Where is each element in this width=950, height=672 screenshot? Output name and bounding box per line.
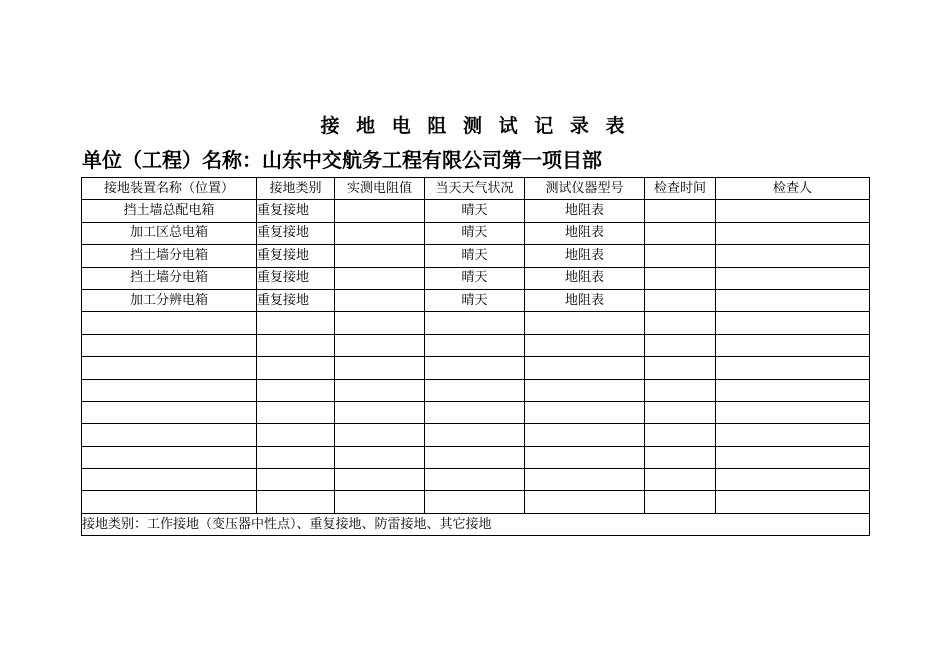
header-measured-resistance: 实测电阻值 (335, 178, 425, 200)
cell-measured-resistance (335, 312, 425, 334)
table-row (82, 200, 870, 222)
table-header-row (82, 178, 870, 200)
header-instrument: 测试仪器型号 (525, 178, 645, 200)
table-row (82, 446, 870, 468)
cell-measured-resistance (335, 245, 425, 267)
document-title: 接 地 电 阻 测 试 记 录 表 (320, 115, 630, 137)
cell-ground-type (257, 357, 335, 379)
cell-location (82, 334, 257, 356)
table-row (82, 401, 870, 423)
cell-check-time (645, 245, 716, 267)
cell-location (82, 491, 257, 513)
cell-check-time (645, 200, 716, 222)
table-body (82, 200, 870, 513)
cell-ground-type (257, 446, 335, 468)
cell-instrument: 地阻表 (525, 267, 645, 289)
cell-instrument: 地阻表 (525, 200, 645, 222)
cell-instrument (525, 424, 645, 446)
cell-measured-resistance (335, 200, 425, 222)
header-location: 接地装置名称（位置） (82, 178, 257, 200)
cell-instrument (525, 446, 645, 468)
cell-instrument (525, 401, 645, 423)
cell-weather (425, 379, 525, 401)
cell-check-time (645, 357, 716, 379)
cell-measured-resistance (335, 357, 425, 379)
unit-name-line: 单位（工程）名称：山东中交航务工程有限公司第一项目部 (82, 148, 602, 172)
cell-measured-resistance (335, 491, 425, 513)
cell-location: 加工区总电箱 (82, 222, 257, 244)
cell-instrument (525, 357, 645, 379)
cell-check-time (645, 379, 716, 401)
cell-check-time (645, 424, 716, 446)
cell-measured-resistance (335, 334, 425, 356)
table-row (82, 245, 870, 267)
cell-inspector (716, 200, 870, 222)
cell-location (82, 446, 257, 468)
table-row (82, 312, 870, 334)
cell-measured-resistance (335, 424, 425, 446)
cell-location (82, 424, 257, 446)
header-weather: 当天天气状况 (425, 178, 525, 200)
cell-ground-type (257, 469, 335, 491)
ground-type-note: 接地类别：工作接地（变压器中性点）、重复接地、防雷接地、其它接地 (82, 513, 870, 535)
note-row (82, 513, 870, 535)
cell-weather: 晴天 (425, 289, 525, 311)
header-check-time: 检查时间 (645, 178, 716, 200)
cell-location (82, 312, 257, 334)
cell-weather (425, 469, 525, 491)
header-inspector: 检查人 (716, 178, 870, 200)
cell-weather: 晴天 (425, 222, 525, 244)
cell-check-time (645, 312, 716, 334)
cell-ground-type: 重复接地 (257, 245, 335, 267)
cell-weather: 晴天 (425, 200, 525, 222)
table-row (82, 334, 870, 356)
table-row (82, 267, 870, 289)
cell-check-time (645, 267, 716, 289)
cell-inspector (716, 289, 870, 311)
cell-check-time (645, 469, 716, 491)
cell-instrument (525, 469, 645, 491)
table-row (82, 379, 870, 401)
cell-inspector (716, 222, 870, 244)
cell-weather (425, 401, 525, 423)
cell-location: 加工分辨电箱 (82, 289, 257, 311)
cell-location: 挡土墙总配电箱 (82, 200, 257, 222)
table-row (82, 491, 870, 513)
cell-weather (425, 334, 525, 356)
table-row (82, 357, 870, 379)
cell-instrument (525, 491, 645, 513)
cell-ground-type (257, 491, 335, 513)
cell-instrument: 地阻表 (525, 245, 645, 267)
grounding-resistance-table (81, 177, 870, 536)
cell-ground-type (257, 401, 335, 423)
cell-check-time (645, 446, 716, 468)
cell-inspector (716, 334, 870, 356)
cell-ground-type (257, 334, 335, 356)
cell-instrument (525, 334, 645, 356)
table-row (82, 469, 870, 491)
cell-check-time (645, 334, 716, 356)
cell-measured-resistance (335, 446, 425, 468)
cell-check-time (645, 491, 716, 513)
cell-ground-type: 重复接地 (257, 200, 335, 222)
cell-ground-type (257, 379, 335, 401)
header-ground-type: 接地类别 (257, 178, 335, 200)
cell-location: 挡土墙分电箱 (82, 245, 257, 267)
cell-location (82, 379, 257, 401)
cell-inspector (716, 267, 870, 289)
cell-inspector (716, 245, 870, 267)
cell-ground-type: 重复接地 (257, 267, 335, 289)
cell-instrument (525, 312, 645, 334)
cell-weather: 晴天 (425, 267, 525, 289)
cell-inspector (716, 357, 870, 379)
table-row (82, 222, 870, 244)
cell-inspector (716, 424, 870, 446)
cell-location: 挡土墙分电箱 (82, 267, 257, 289)
cell-inspector (716, 312, 870, 334)
cell-measured-resistance (335, 222, 425, 244)
cell-measured-resistance (335, 267, 425, 289)
cell-measured-resistance (335, 469, 425, 491)
cell-measured-resistance (335, 379, 425, 401)
cell-inspector (716, 469, 870, 491)
cell-ground-type (257, 424, 335, 446)
cell-location (82, 401, 257, 423)
table-row (82, 424, 870, 446)
cell-location (82, 357, 257, 379)
cell-weather (425, 357, 525, 379)
table-row (82, 289, 870, 311)
cell-inspector (716, 491, 870, 513)
cell-ground-type (257, 312, 335, 334)
cell-measured-resistance (335, 289, 425, 311)
cell-check-time (645, 289, 716, 311)
cell-location (82, 469, 257, 491)
cell-weather (425, 446, 525, 468)
cell-instrument: 地阻表 (525, 289, 645, 311)
cell-check-time (645, 401, 716, 423)
cell-ground-type: 重复接地 (257, 222, 335, 244)
cell-ground-type: 重复接地 (257, 289, 335, 311)
cell-weather (425, 312, 525, 334)
cell-weather (425, 491, 525, 513)
cell-measured-resistance (335, 401, 425, 423)
cell-check-time (645, 222, 716, 244)
cell-weather (425, 424, 525, 446)
cell-inspector (716, 379, 870, 401)
cell-inspector (716, 446, 870, 468)
cell-instrument: 地阻表 (525, 222, 645, 244)
cell-weather: 晴天 (425, 245, 525, 267)
cell-instrument (525, 379, 645, 401)
cell-inspector (716, 401, 870, 423)
